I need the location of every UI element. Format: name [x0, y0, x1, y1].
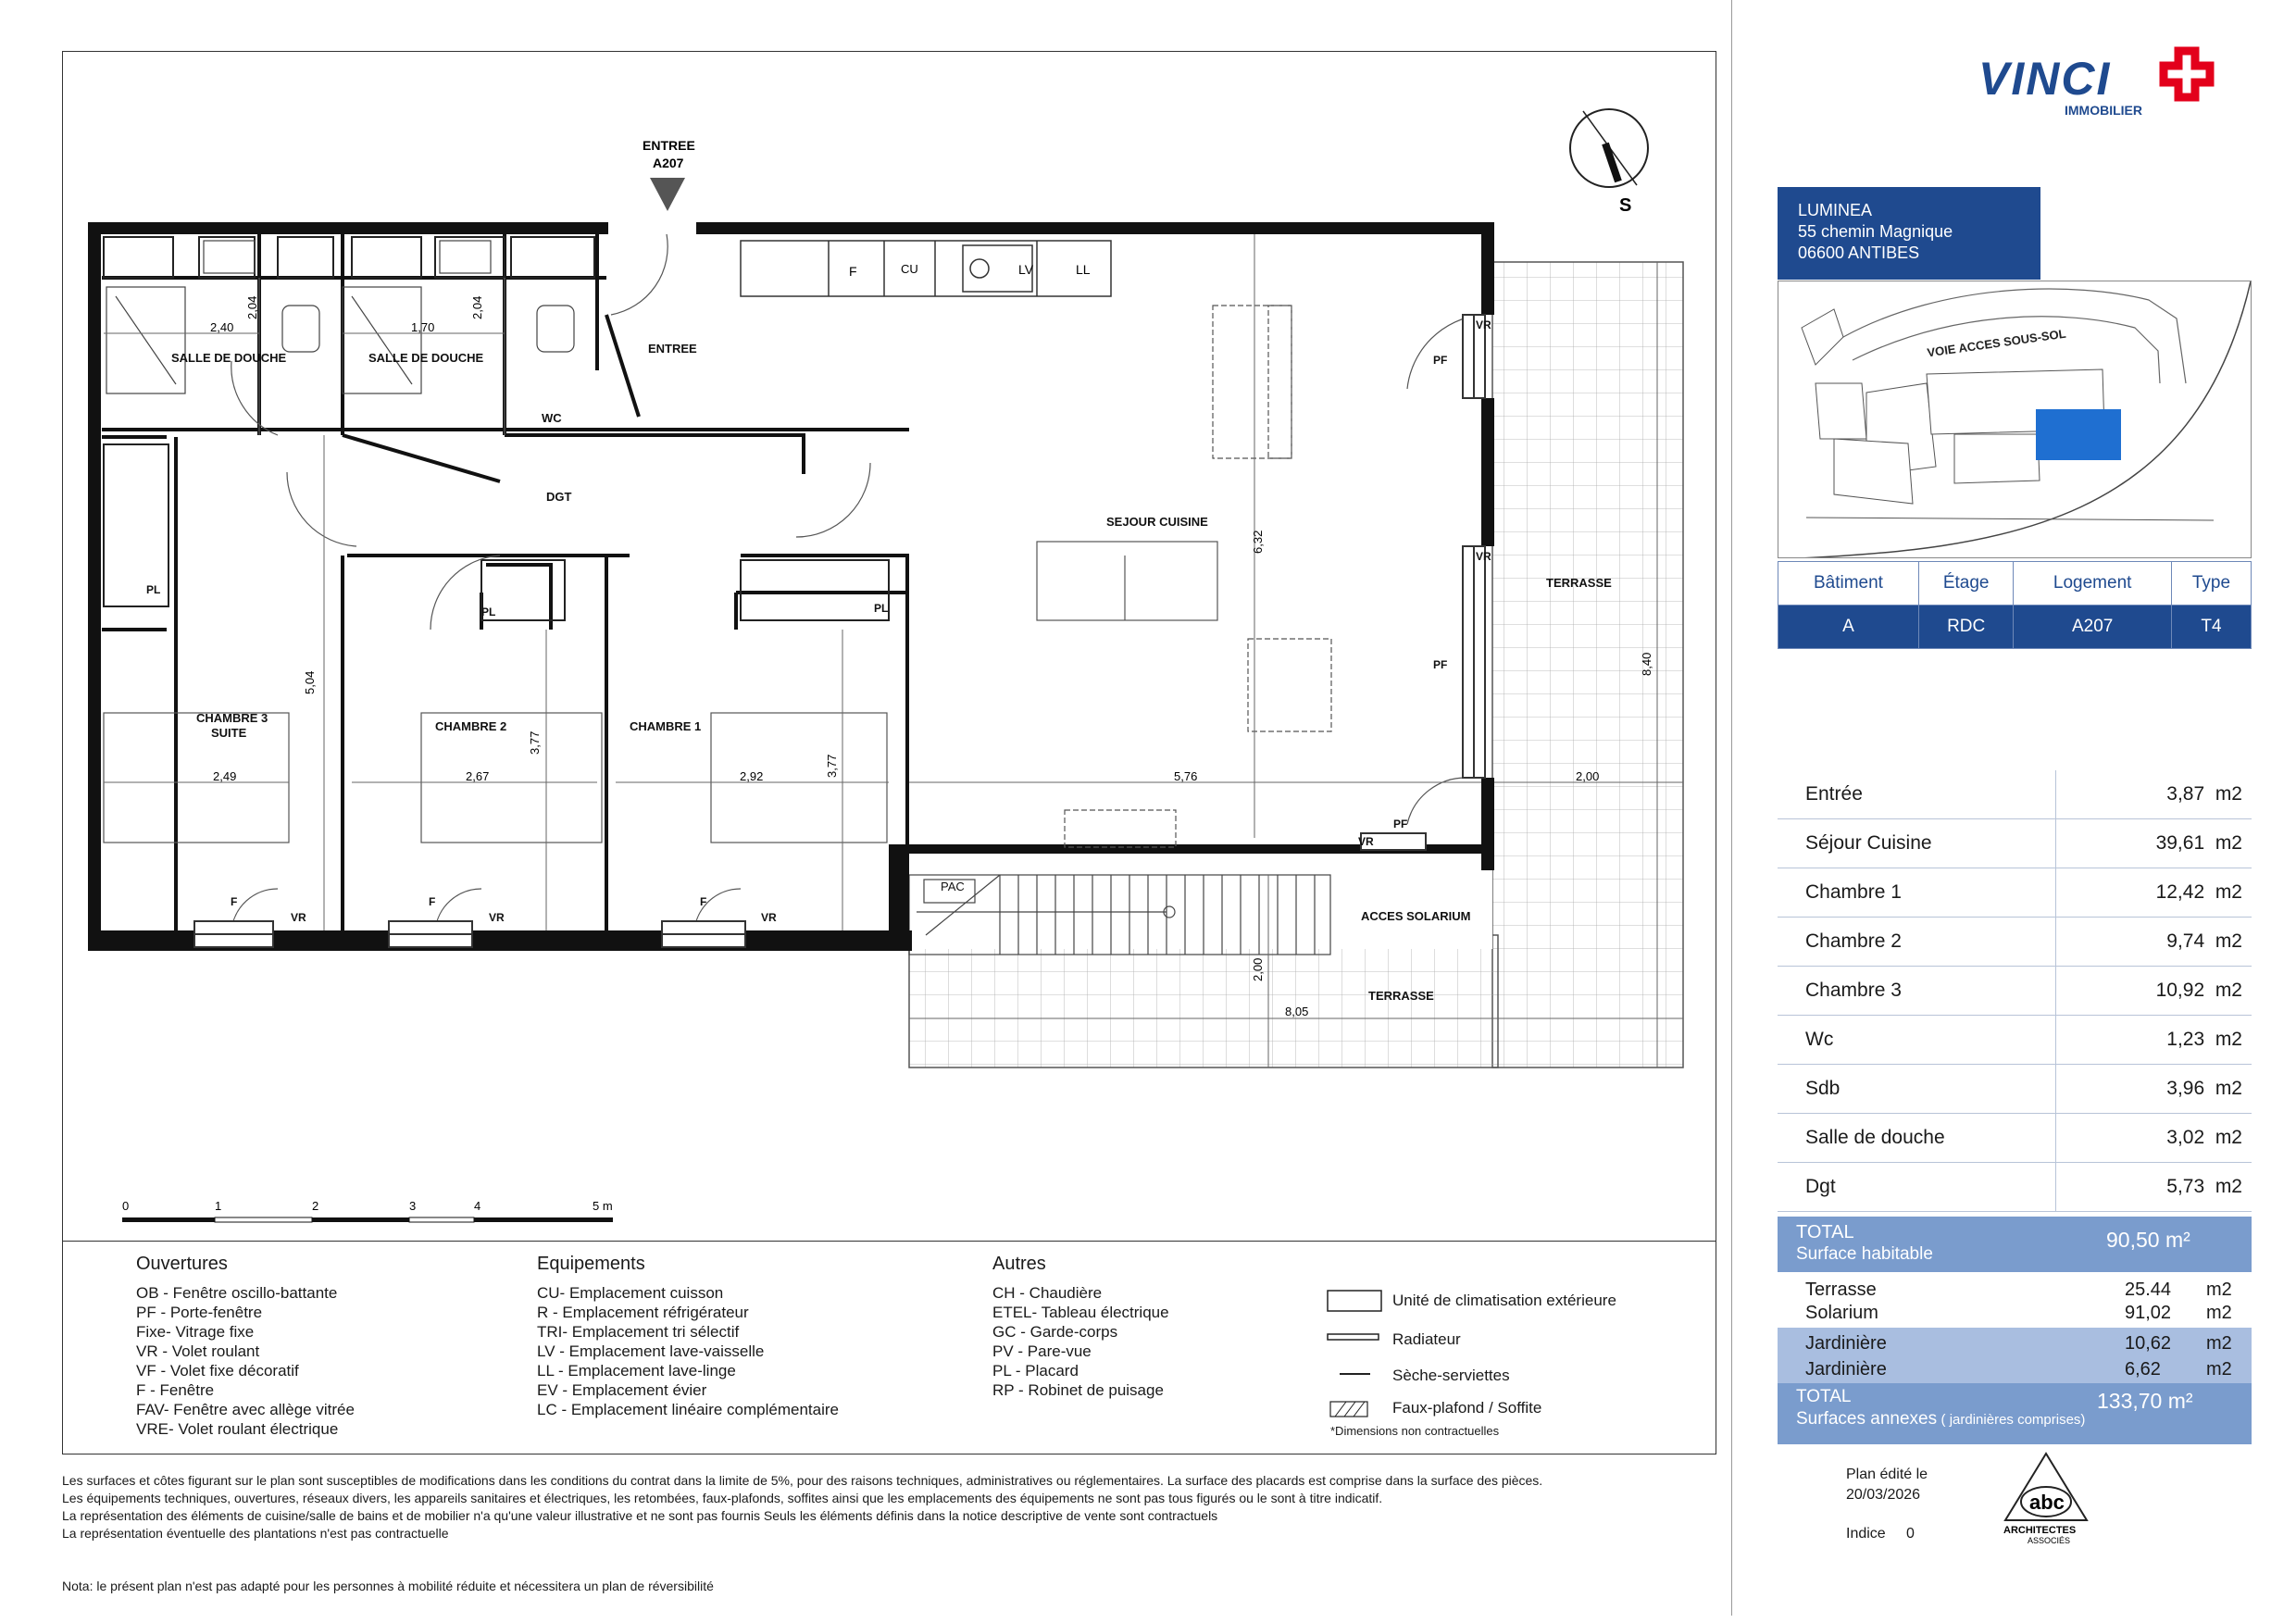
dim-label: 2,67 — [466, 769, 490, 783]
site-road-label: VOIE ACCES SOUS-SOL — [1926, 326, 2067, 360]
room-label-terrasse-2: TERRASSE — [1368, 989, 1434, 1003]
surface-unit: m2 — [2215, 1078, 2242, 1099]
note-pmr: Nota: le présent plan n'est pas adapté pour les personnes à mobilité réduite et nécessitera un plan de réversibilité — [62, 1579, 714, 1593]
legend-item: LL - Emplacement lave-linge — [537, 1362, 736, 1380]
total-habitable-sub: Surface habitable — [1796, 1244, 1933, 1264]
surface-value: 3,96 — [2166, 1078, 2205, 1099]
surface-value: 5,73 — [2166, 1176, 2205, 1197]
compass — [1570, 109, 1648, 216]
total-habitable — [1778, 1217, 2252, 1272]
scale-label: 5 m — [593, 1199, 613, 1213]
mark-pl: PL — [146, 583, 161, 596]
project-box — [1778, 187, 2040, 280]
surface-value: 3,87 — [2166, 783, 2205, 805]
surface-value: 10,92 — [2155, 980, 2205, 1001]
surfaces-table — [1778, 770, 2252, 1212]
lot-value-logement: A207 — [2014, 606, 2171, 649]
mark-vr: VR — [1358, 835, 1374, 848]
walls — [88, 222, 1494, 951]
surface-row — [1778, 819, 2252, 868]
surface-label: Salle de douche — [1778, 1114, 2056, 1163]
total-habitable-value: 90,50 m² — [2106, 1228, 2190, 1252]
note-line: Les surfaces et côtes figurant sur le plan sont susceptibles de modifications dans les conditions du contrat dans la limite de 5%, pour des raisons techniques, administratives ou réglementaires. La surface des placards est comprise dans la surface des pièces. — [62, 1473, 1543, 1488]
legend-item: EV - Emplacement évier — [537, 1381, 707, 1399]
mark-vr: VR — [1476, 550, 1491, 563]
false-ceiling-icon — [1330, 1402, 1367, 1417]
dim-label: 5,76 — [1174, 769, 1198, 783]
edition-date: 20/03/2026 — [1846, 1487, 1921, 1503]
legend-item: LC - Emplacement linéaire complémentaire — [537, 1401, 839, 1418]
surface-unit: m2 — [2215, 1029, 2242, 1050]
surface-row — [1778, 868, 2252, 918]
scale-label: 1 — [215, 1199, 222, 1213]
legend-item: GC - Garde-corps — [992, 1323, 1118, 1341]
dim-label: 2,04 — [245, 295, 259, 319]
surface-value: 39,61 — [2155, 832, 2205, 854]
notes — [62, 1472, 1840, 1542]
room-label-salle-douche-1: SALLE DE DOUCHE — [171, 351, 287, 365]
surface-label: Sdb — [1778, 1065, 2056, 1114]
terrasse-grid — [1492, 262, 1683, 1067]
surface-unit: m2 — [2215, 832, 2242, 854]
dim-label: 1,70 — [411, 320, 435, 334]
mark-pf: PF — [1433, 354, 1448, 367]
surface-row — [1778, 918, 2252, 967]
mark-vr: VR — [761, 911, 777, 924]
legend-item: PL - Placard — [992, 1362, 1079, 1380]
dim-label: 3,77 — [825, 754, 839, 778]
entry-lot-label: A207 — [653, 156, 684, 170]
surface-unit: m2 — [2215, 930, 2242, 952]
dim-label: 2,92 — [740, 769, 764, 783]
jardiniere-unit: m2 — [2206, 1333, 2232, 1354]
note-line: Les équipements techniques, ouvertures, réseaux divers, les appareils sanitaires et électriques, les retombées, faux-plafonds, soffites ainsi que les emplacements des équipements ne sont pas tous figurés ou le sont à titre indicatif. — [62, 1491, 1383, 1505]
legend-item: CH - Chaudière — [992, 1284, 1103, 1302]
kitchen-counter — [741, 241, 1111, 296]
edition-label: Plan édité le — [1846, 1467, 1928, 1482]
room-label-chambre1: CHAMBRE 1 — [630, 719, 702, 733]
ac-unit-icon — [1328, 1291, 1381, 1311]
surface-value: 12,42 — [2155, 881, 2205, 903]
total-annexes-sub2: ( jardinières comprises) — [1940, 1412, 2086, 1428]
project-city: 06600 ANTIBES — [1798, 243, 1920, 262]
surface-unit: m2 — [2215, 1176, 2242, 1197]
legend-item: OB - Fenêtre oscillo-battante — [136, 1284, 338, 1302]
jardinieres-block — [1778, 1328, 2252, 1383]
annexes-block — [1778, 1272, 2252, 1328]
vinci-logo-text: VINCI — [1978, 53, 2112, 105]
legend-item: CU- Emplacement cuisson — [537, 1284, 724, 1302]
mark-vr: VR — [291, 911, 306, 924]
lot-header-logement: Logement — [2014, 562, 2171, 606]
room-label-salle-douche-2: SALLE DE DOUCHE — [368, 351, 484, 365]
annex-value: 25.44 — [2125, 1280, 2172, 1300]
dim-label: 6,32 — [1251, 530, 1265, 554]
scale-label: 2 — [312, 1199, 319, 1213]
surface-label: Entrée — [1778, 770, 2056, 819]
lot-value-etage: RDC — [1918, 606, 2014, 649]
surface-row — [1778, 770, 2252, 819]
mark-pl: PL — [481, 606, 496, 618]
dim-label: 5,04 — [303, 670, 317, 694]
legend-item: VR - Volet roulant — [136, 1342, 260, 1360]
surface-unit: m2 — [2215, 783, 2242, 805]
annex-label: Solarium — [1805, 1303, 1878, 1323]
room-label-entree: ENTREE — [648, 342, 697, 356]
mark-pf: PF — [1433, 658, 1448, 671]
dim-label: 2,40 — [210, 320, 234, 334]
entry-label: ENTREE — [643, 138, 695, 153]
pac-label: PAC — [941, 880, 965, 893]
surface-label: Wc — [1778, 1016, 2056, 1065]
edition-index-label: Indice — [1846, 1526, 1886, 1542]
jardiniere-label: Jardinière — [1805, 1333, 1887, 1354]
surface-label: Chambre 3 — [1778, 967, 2056, 1016]
lot-header-batiment: Bâtiment — [1778, 562, 1919, 606]
surface-row — [1778, 1114, 2252, 1163]
mark-f: F — [429, 895, 436, 908]
dim-label: 2,04 — [470, 295, 484, 319]
legend-item: F - Fenêtre — [136, 1381, 215, 1399]
legend-item: PF - Porte-fenêtre — [136, 1304, 263, 1321]
dim-label: 8,05 — [1285, 1005, 1309, 1018]
dim-label: 2,00 — [1576, 769, 1600, 783]
mark-pf: PF — [1393, 818, 1408, 830]
surface-label: Chambre 1 — [1778, 868, 2056, 918]
legend-divider — [62, 1241, 1716, 1242]
mark-f: F — [700, 895, 707, 908]
annex-label: Terrasse — [1805, 1280, 1877, 1300]
symbol-label: Sèche-serviettes — [1392, 1367, 1510, 1384]
jardiniere-value: 10,62 — [2125, 1333, 2172, 1354]
architect-logo-text: abc — [2029, 1491, 2065, 1514]
room-label-wc: WC — [542, 411, 562, 425]
dim-label: 3,77 — [528, 730, 542, 755]
legend-item: Fixe- Vitrage fixe — [136, 1323, 255, 1341]
legend-item: RP - Robinet de puisage — [992, 1381, 1164, 1399]
total-annexes-value: 133,70 m² — [2097, 1389, 2193, 1413]
lot-info-table — [1778, 561, 2252, 649]
surface-row — [1778, 1016, 2252, 1065]
surface-label: Chambre 2 — [1778, 918, 2056, 967]
compass-label: S — [1619, 195, 1632, 216]
edition-index: 0 — [1905, 1526, 1915, 1542]
doors — [231, 234, 1481, 930]
architect-sub: ASSOCIÉS — [2028, 1536, 2071, 1545]
entry-arrow-icon — [650, 178, 685, 211]
room-label-acces-solarium: ACCES SOLARIUM — [1361, 909, 1471, 923]
total-annexes-label: TOTAL — [1796, 1387, 1852, 1406]
legend-item: TRI- Emplacement tri sélectif — [537, 1323, 740, 1341]
surface-value: 1,23 — [2166, 1029, 2205, 1050]
legend-item: VRE- Volet roulant électrique — [136, 1420, 339, 1438]
radiator-icon — [1328, 1334, 1379, 1340]
jardiniere-value: 6,62 — [2125, 1359, 2161, 1380]
jardiniere-unit: m2 — [2206, 1359, 2232, 1380]
scale-label: 3 — [409, 1199, 417, 1213]
project-name: LUMINEA — [1798, 201, 1873, 219]
kitchen-ll-label: LL — [1076, 262, 1091, 277]
legend-autres-title: Autres — [992, 1254, 1046, 1274]
note-line: La représentation des éléments de cuisine/salle de bains et de mobilier n'a qu'une valeur illustrative et ne sont pas fournis Seuls les éléments définis dans la notice descriptive de vente sont contractuels — [62, 1508, 1218, 1523]
room-label-chambre2: CHAMBRE 2 — [435, 719, 507, 733]
legend-ouvertures-title: Ouvertures — [136, 1254, 228, 1274]
room-label-terrasse-1: TERRASSE — [1546, 576, 1612, 590]
surface-unit: m2 — [2215, 1127, 2242, 1148]
mark-vr: VR — [1476, 318, 1491, 331]
kitchen-lv-label: LV — [1018, 262, 1034, 277]
furniture — [1065, 306, 1331, 847]
lot-value-type: T4 — [2171, 606, 2251, 649]
scale-label: 4 — [474, 1199, 481, 1213]
note-line: La représentation éventuelle des plantations n'est pas contractuelle — [62, 1526, 449, 1541]
surface-value: 9,74 — [2166, 930, 2205, 952]
surface-value: 3,02 — [2166, 1127, 2205, 1148]
legend-item: R - Emplacement réfrigérateur — [537, 1304, 749, 1321]
symbol-label: Unité de climatisation extérieure — [1392, 1292, 1616, 1309]
symbol-label: Faux-plafond / Soffite — [1392, 1399, 1542, 1417]
dim-label: 2,49 — [213, 769, 237, 783]
lot-value-batiment: A — [1778, 606, 1919, 649]
legend-autres — [992, 1255, 1169, 1400]
architect-logo — [1998, 1452, 2094, 1548]
legend-item: ETEL- Tableau électrique — [992, 1304, 1169, 1321]
site-lot-highlight — [2036, 409, 2121, 460]
annex-unit: m2 — [2206, 1280, 2232, 1300]
vinci-logo-sub: IMMOBILIER — [2065, 103, 2142, 118]
legend-item: PV - Pare-vue — [992, 1342, 1092, 1360]
mark-pl: PL — [874, 602, 889, 615]
room-label-chambre3-sub: SUITE — [211, 726, 247, 740]
kitchen-cu-label: CU — [901, 262, 918, 276]
room-label-sejour: SEJOUR CUISINE — [1106, 515, 1208, 529]
legend-ouvertures — [136, 1255, 355, 1439]
total-habitable-label: TOTAL — [1796, 1222, 1854, 1242]
surface-label: Séjour Cuisine — [1778, 819, 2056, 868]
annex-unit: m2 — [2206, 1303, 2232, 1323]
surface-unit: m2 — [2215, 980, 2242, 1001]
scale-label: 0 — [122, 1199, 130, 1213]
lot-header-type: Type — [2171, 562, 2251, 606]
surface-row — [1778, 967, 2252, 1016]
room-label-chambre3: CHAMBRE 3 — [196, 711, 268, 725]
legend-equipements-title: Equipements — [537, 1254, 645, 1274]
vinci-logo — [1977, 46, 2236, 120]
edition-block — [1846, 1465, 1928, 1544]
dim-label: 2,00 — [1251, 957, 1265, 981]
symbol-label: Radiateur — [1392, 1330, 1461, 1348]
jardiniere-label: Jardinière — [1805, 1359, 1887, 1380]
legend-item: VF - Volet fixe décoratif — [136, 1362, 299, 1380]
architect-name: ARCHITECTES — [2003, 1525, 2077, 1536]
lot-header-etage: Étage — [1918, 562, 2014, 606]
surface-row — [1778, 1163, 2252, 1212]
surface-row — [1778, 1065, 2252, 1114]
mark-vr: VR — [489, 911, 505, 924]
scale-bar — [122, 1199, 613, 1222]
dim-label: 8,40 — [1640, 652, 1653, 676]
project-address: 55 chemin Magnique — [1798, 222, 1953, 241]
total-annexes-sub: Surfaces annexes — [1796, 1409, 1938, 1429]
legend-equipements — [537, 1255, 839, 1419]
mark-f: F — [231, 895, 238, 908]
surface-label: Dgt — [1778, 1163, 2056, 1212]
annex-value: 91,02 — [2125, 1303, 2172, 1323]
total-annexes — [1778, 1383, 2252, 1444]
surface-unit: m2 — [2215, 881, 2242, 903]
dims-note: *Dimensions non contractuelles — [1330, 1424, 1500, 1438]
legend-item: FAV- Fenêtre avec allège vitrée — [136, 1401, 355, 1418]
site-plan — [1778, 281, 2252, 558]
room-label-dgt: DGT — [546, 490, 572, 504]
kitchen-f-label: F — [849, 264, 857, 279]
legend-item: LV - Emplacement lave-vaisselle — [537, 1342, 765, 1360]
